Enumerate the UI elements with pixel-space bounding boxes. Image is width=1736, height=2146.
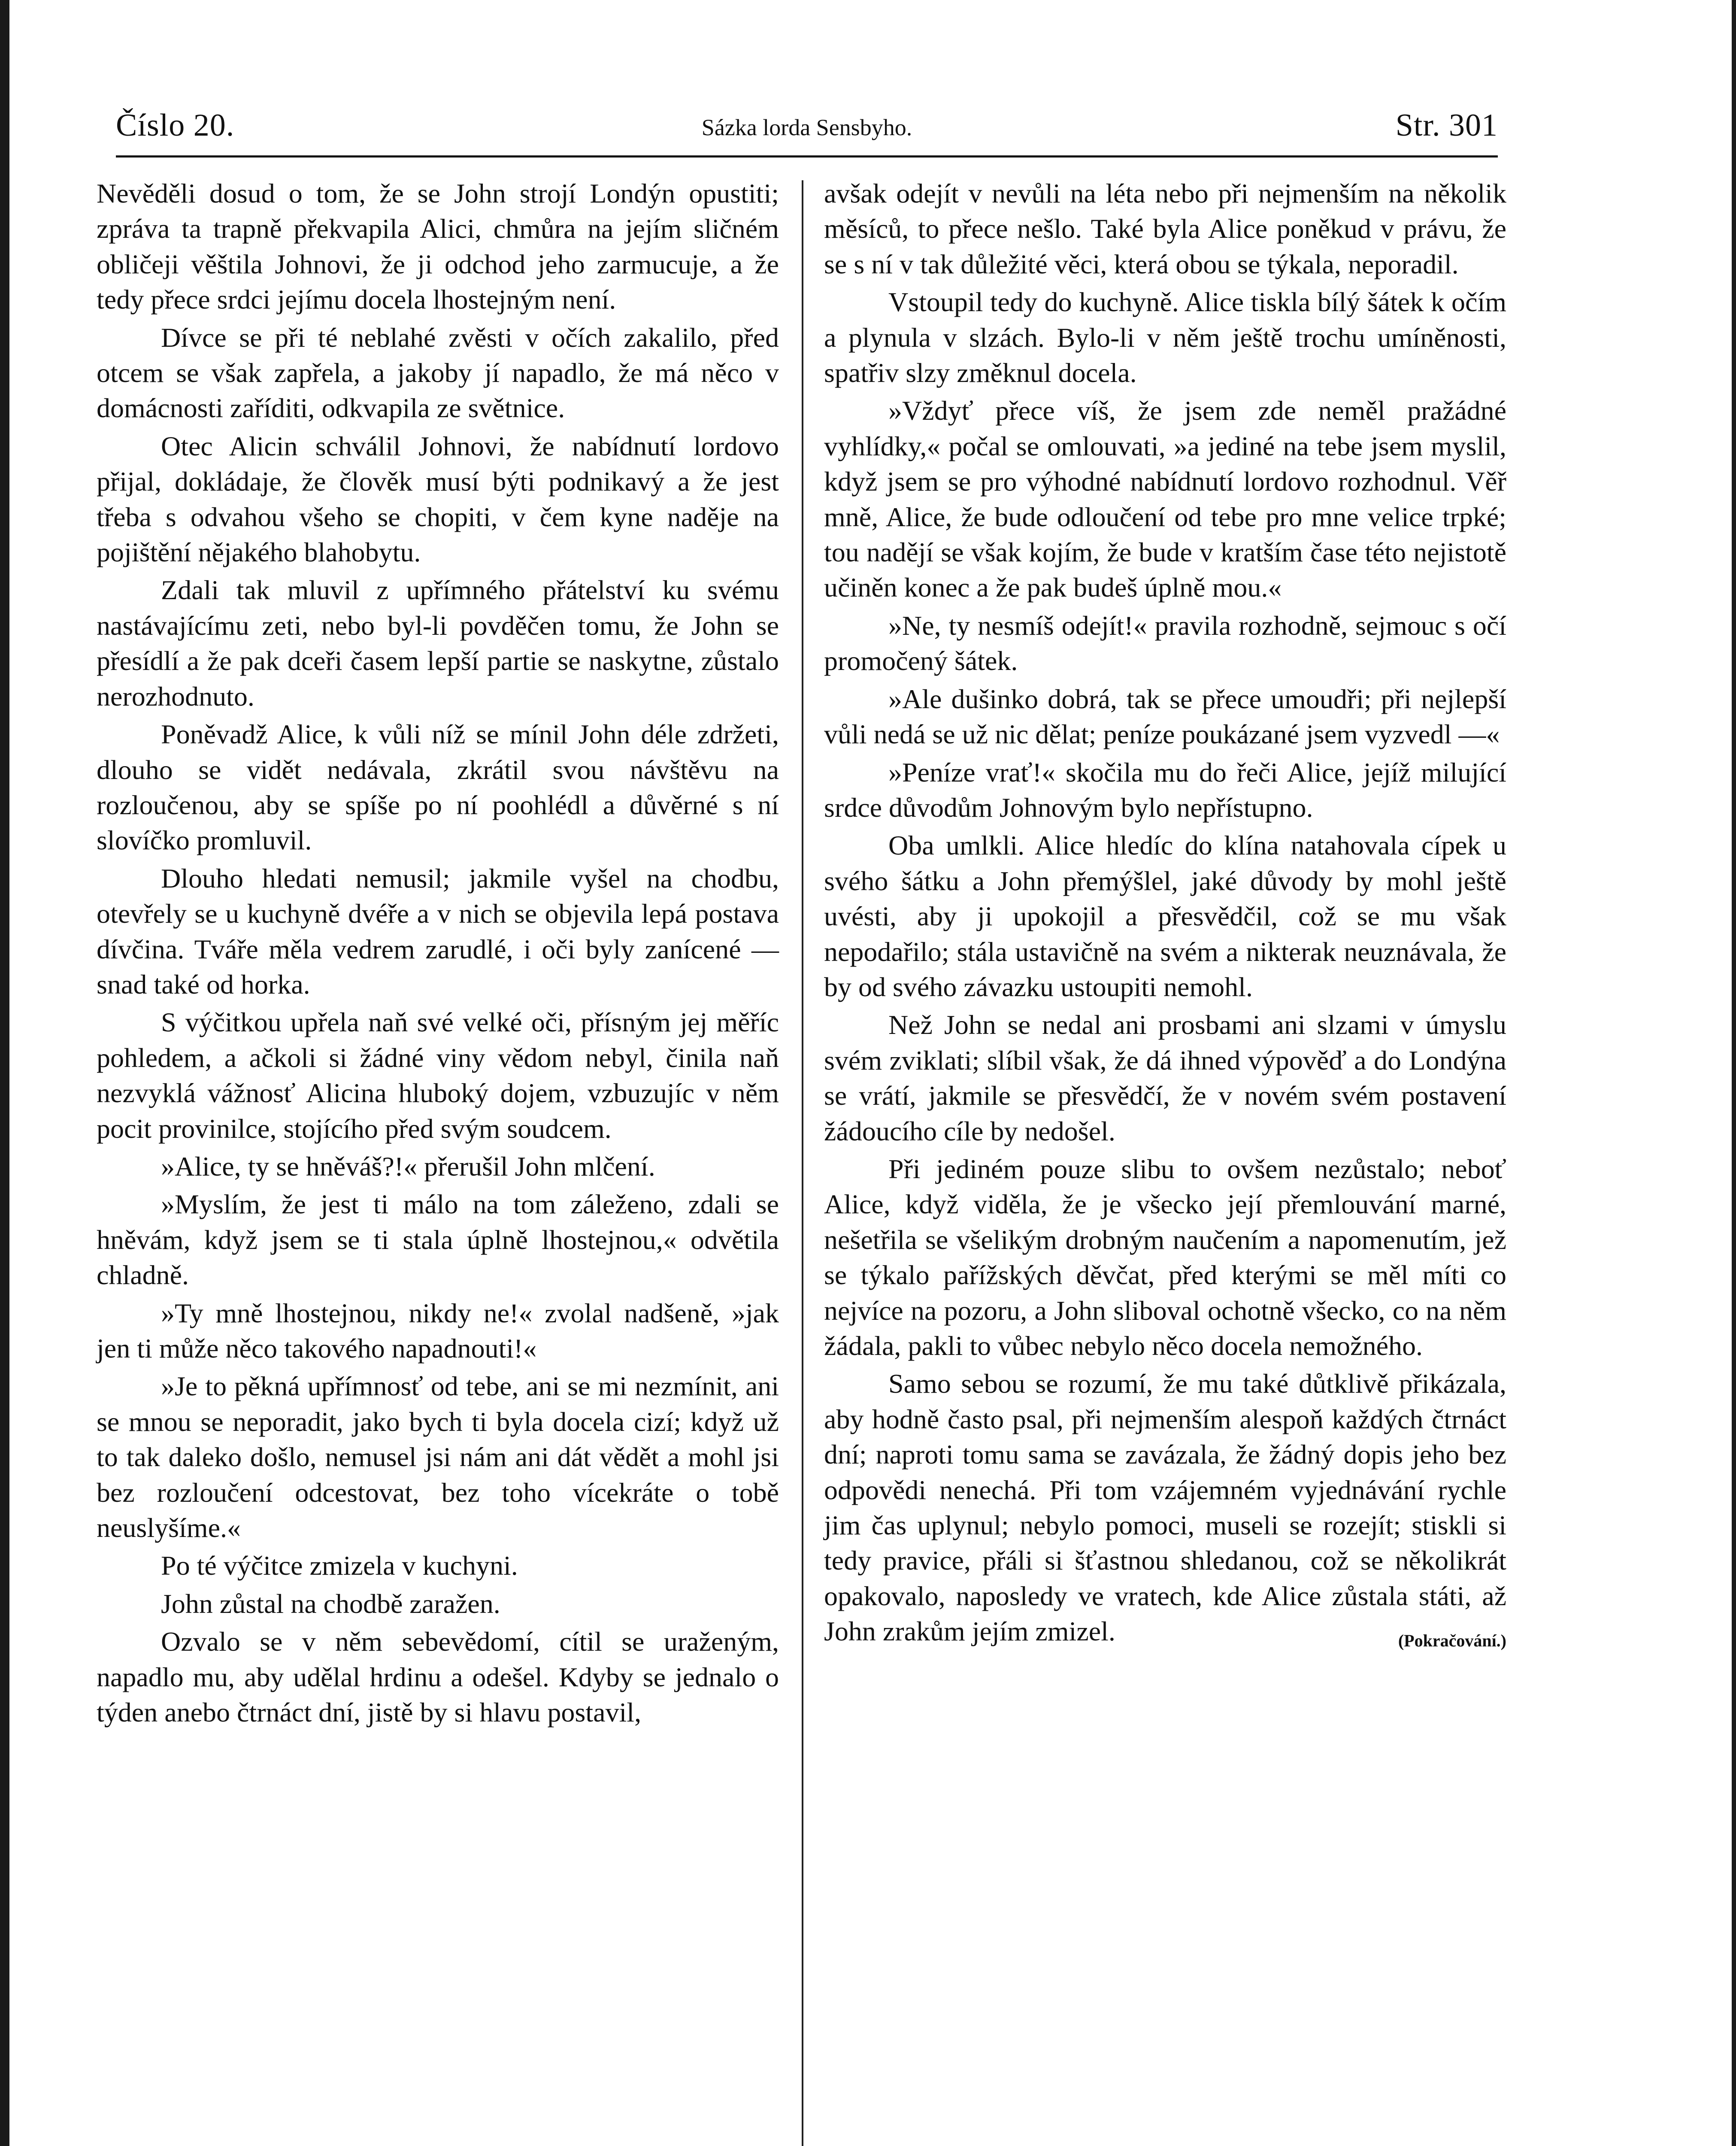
paragraph: »Ty mně lhostejnou, nikdy ne!« zvolal nadšeně, »jak jen ti může něco takového napadnouti!«	[97, 1297, 779, 1364]
continuation-note: (Pokračování.)	[1398, 1631, 1506, 1651]
paragraph: Zdali tak mluvil z upřímného přátelství ku svému nastávajícímu zeti, nebo byl-li povděčen tomu, že John se přesídlí a že pak dceři časem lepší partie se naskytne, zůstalo nerozhodnuto.	[97, 575, 779, 712]
paragraph: Po té výčitce zmizela v kuchyni.	[161, 1550, 518, 1581]
paragraph: »Vždyť přece víš, že jsem zde neměl pražádné vyhlídky,« počal se omlouvati, »a jediné na tebe jsem myslil, když jsem se pro výhodné nabídnutí lordovo rozhodnul. Věř mně, Alice, že bude odloučení od tebe pro mne velice trpké; tou nadějí se však kojím, že bude v kratším čase této nejistotě učiněn konec a že pak budeš úplně mou.«	[824, 395, 1506, 603]
paragraph: Než John se nedal ani prosbami ani slzami v úmyslu svém zviklati; slíbil však, že dá ihned výpověď a do Londýna se vrátí, jakmile se přesvědčí, že v novém svém postavení žádoucího cíle by nedošel.	[824, 1009, 1506, 1146]
paragraph: »Ne, ty nesmíš odejít!« pravila rozhodně, sejmouc s očí promočený šátek.	[824, 610, 1506, 676]
page-number: Str. 301	[1395, 108, 1498, 143]
paragraph: Dívce se při té neblahé zvěsti v očích zakalilo, před otcem se však zapřela, a jakoby jí napadlo, že má něco v domácnosti zaříditi, odkvapila ze světnice.	[97, 322, 779, 424]
right-column	[824, 176, 1506, 1659]
paragraph: Vstoupil tedy do kuchyně. Alice tiskla bílý šátek k očím a plynula v slzách. Bylo-li v něm ještě trochu umíněnosti, spatřiv slzy změknul docela.	[824, 287, 1506, 388]
paragraph: S výčitkou upřela naň své velké oči, přísným jej měříc pohledem, a ačkoli si žádné viny vědom nebyl, činila naň nezvyklá vážnosť Alicina hluboký dojem, vzbuzujíc v něm pocit provinilce, stojícího před svým soudcem.	[97, 1007, 779, 1144]
page-header	[116, 107, 1498, 155]
paragraph: Ozvalo se v něm sebevědomí, cítil se uraženým, napadlo mu, aby udělal hrdinu a odešel. Kdyby se jednalo o týden anebo čtrnáct dní, jistě by si hlavu postavil,	[97, 1626, 779, 1728]
paragraph: Poněvadž Alice, k vůli níž se mínil John déle zdržeti, dlouho se vidět nedávala, zkrátil svou návštěvu na rozloučenou, aby se spíše po ní poohlédl a důvěrné s ní slovíčko promluvil.	[97, 719, 779, 856]
paragraph: avšak odejít v nevůli na léta nebo při nejmenším na několik měsíců, to přece nešlo. Také byla Alice poněkud v právu, že se s ní v tak důležité věci, která obou se týkala, neporadil.	[824, 178, 1506, 279]
column-divider	[802, 180, 803, 2146]
paragraph: Oba umlkli. Alice hledíc do klína natahovala cípek u svého šátku a John přemýšlel, jaké důvody by mohl ještě uvésti, aby ji upokojil a přesvědčil, což se mu však nepodařilo; stála ustavičně na svém a nikterak neuznávala, že by od svého závazku ustoupiti nemohl.	[824, 830, 1506, 1002]
paragraph: »Ale dušinko dobrá, tak se přece umoudři; při nejlepší vůli nedá se už nic dělat; peníze poukázané jsem vyzvedl —«	[824, 683, 1506, 750]
paragraph: Otec Alicin schválil Johnovi, že nabídnutí lordovo přijal, dokládaje, že člověk musí býti podnikavý a že jest třeba s odvahou všeho se chopiti, v čem kyne naděje na pojištění nějakého blahobytu.	[97, 430, 779, 568]
paragraph: John zůstal na chodbě zaražen.	[161, 1588, 500, 1619]
paragraph: »Alice, ty se hněváš?!« přerušil John mlčení.	[161, 1151, 655, 1182]
left-column	[97, 176, 779, 1733]
paragraph: »Je to pěkná upřímnosť od tebe, ani se mi nezmínit, ani se mnou se neporadit, jako bych ti byla docela cizí; když už to tak daleko došlo, nemusel jsi nám ani dát vědět a mohl jsi bez rozloučení odcestovat, bez toho vícekráte o tobě neuslyšíme.«	[97, 1371, 779, 1543]
paragraph: Dlouho hledati nemusil; jakmile vyšel na chodbu, otevřely se u kuchyně dvéře a v nich se objevila lepá postava dívčina. Tváře měla vedrem zarudlé, i oči byly zanícené — snad také od horka.	[97, 863, 779, 1000]
paragraph-last-text: Samo sebou se rozumí, že mu také důtklivě přikázala, aby hodně často psal, při nejmenším alespoň každých čtrnáct dní; naproti tomu sama se zavázala, že žádný dopis jeho bez odpovědi nenechá. Při tom vzájemném vyjednávání rychle jim čas uplynul; nebylo pomoci, museli se rozejít; stiskli si tedy pravice, přáli si šťastnou shledanou, což se několikrát opakovalo, naposledy ve vratech, kde Alice zůstala státi, až John zrakům jejím zmizel.	[824, 1368, 1506, 1647]
paragraph: Při jediném pouze slibu to ovšem nezůstalo; neboť Alice, když viděla, že je všecko její přemlouvání marné, nešetřila se všelikým drobným naučením a napomenutím, jež se týkalo pařížských děvčat, před kterými se měl míti co nejvíce na pozoru, a John sliboval ochotně všecko, co na něm žádala, pakli to vůbec nebylo něco docela nemožného.	[824, 1153, 1506, 1361]
issue-number: Číslo 20.	[116, 108, 235, 143]
paragraph-last	[824, 1366, 1506, 1649]
paragraph: »Peníze vrať!« skočila mu do řeči Alice, jejíž milující srdce důvodům Johnovým bylo nepřístupno.	[824, 757, 1506, 823]
running-title: Sázka lorda Sensbyho.	[701, 115, 912, 140]
paragraph: »Myslím, že jest ti málo na tom záleženo, zdali se hněvám, když jsem se ti stala úplně lhostejnou,« odvětila chladně.	[97, 1189, 779, 1291]
paragraph: Nevěděli dosud o tom, že se John strojí Londýn opustiti; zpráva ta trapně překvapila Alici, chmůra na jejím sličném obličeji věštila Johnovi, že ji odchod jeho zarmucuje, a že tedy přece srdci jejímu docela lhostejným není.	[97, 178, 779, 315]
header-rule	[116, 155, 1498, 158]
